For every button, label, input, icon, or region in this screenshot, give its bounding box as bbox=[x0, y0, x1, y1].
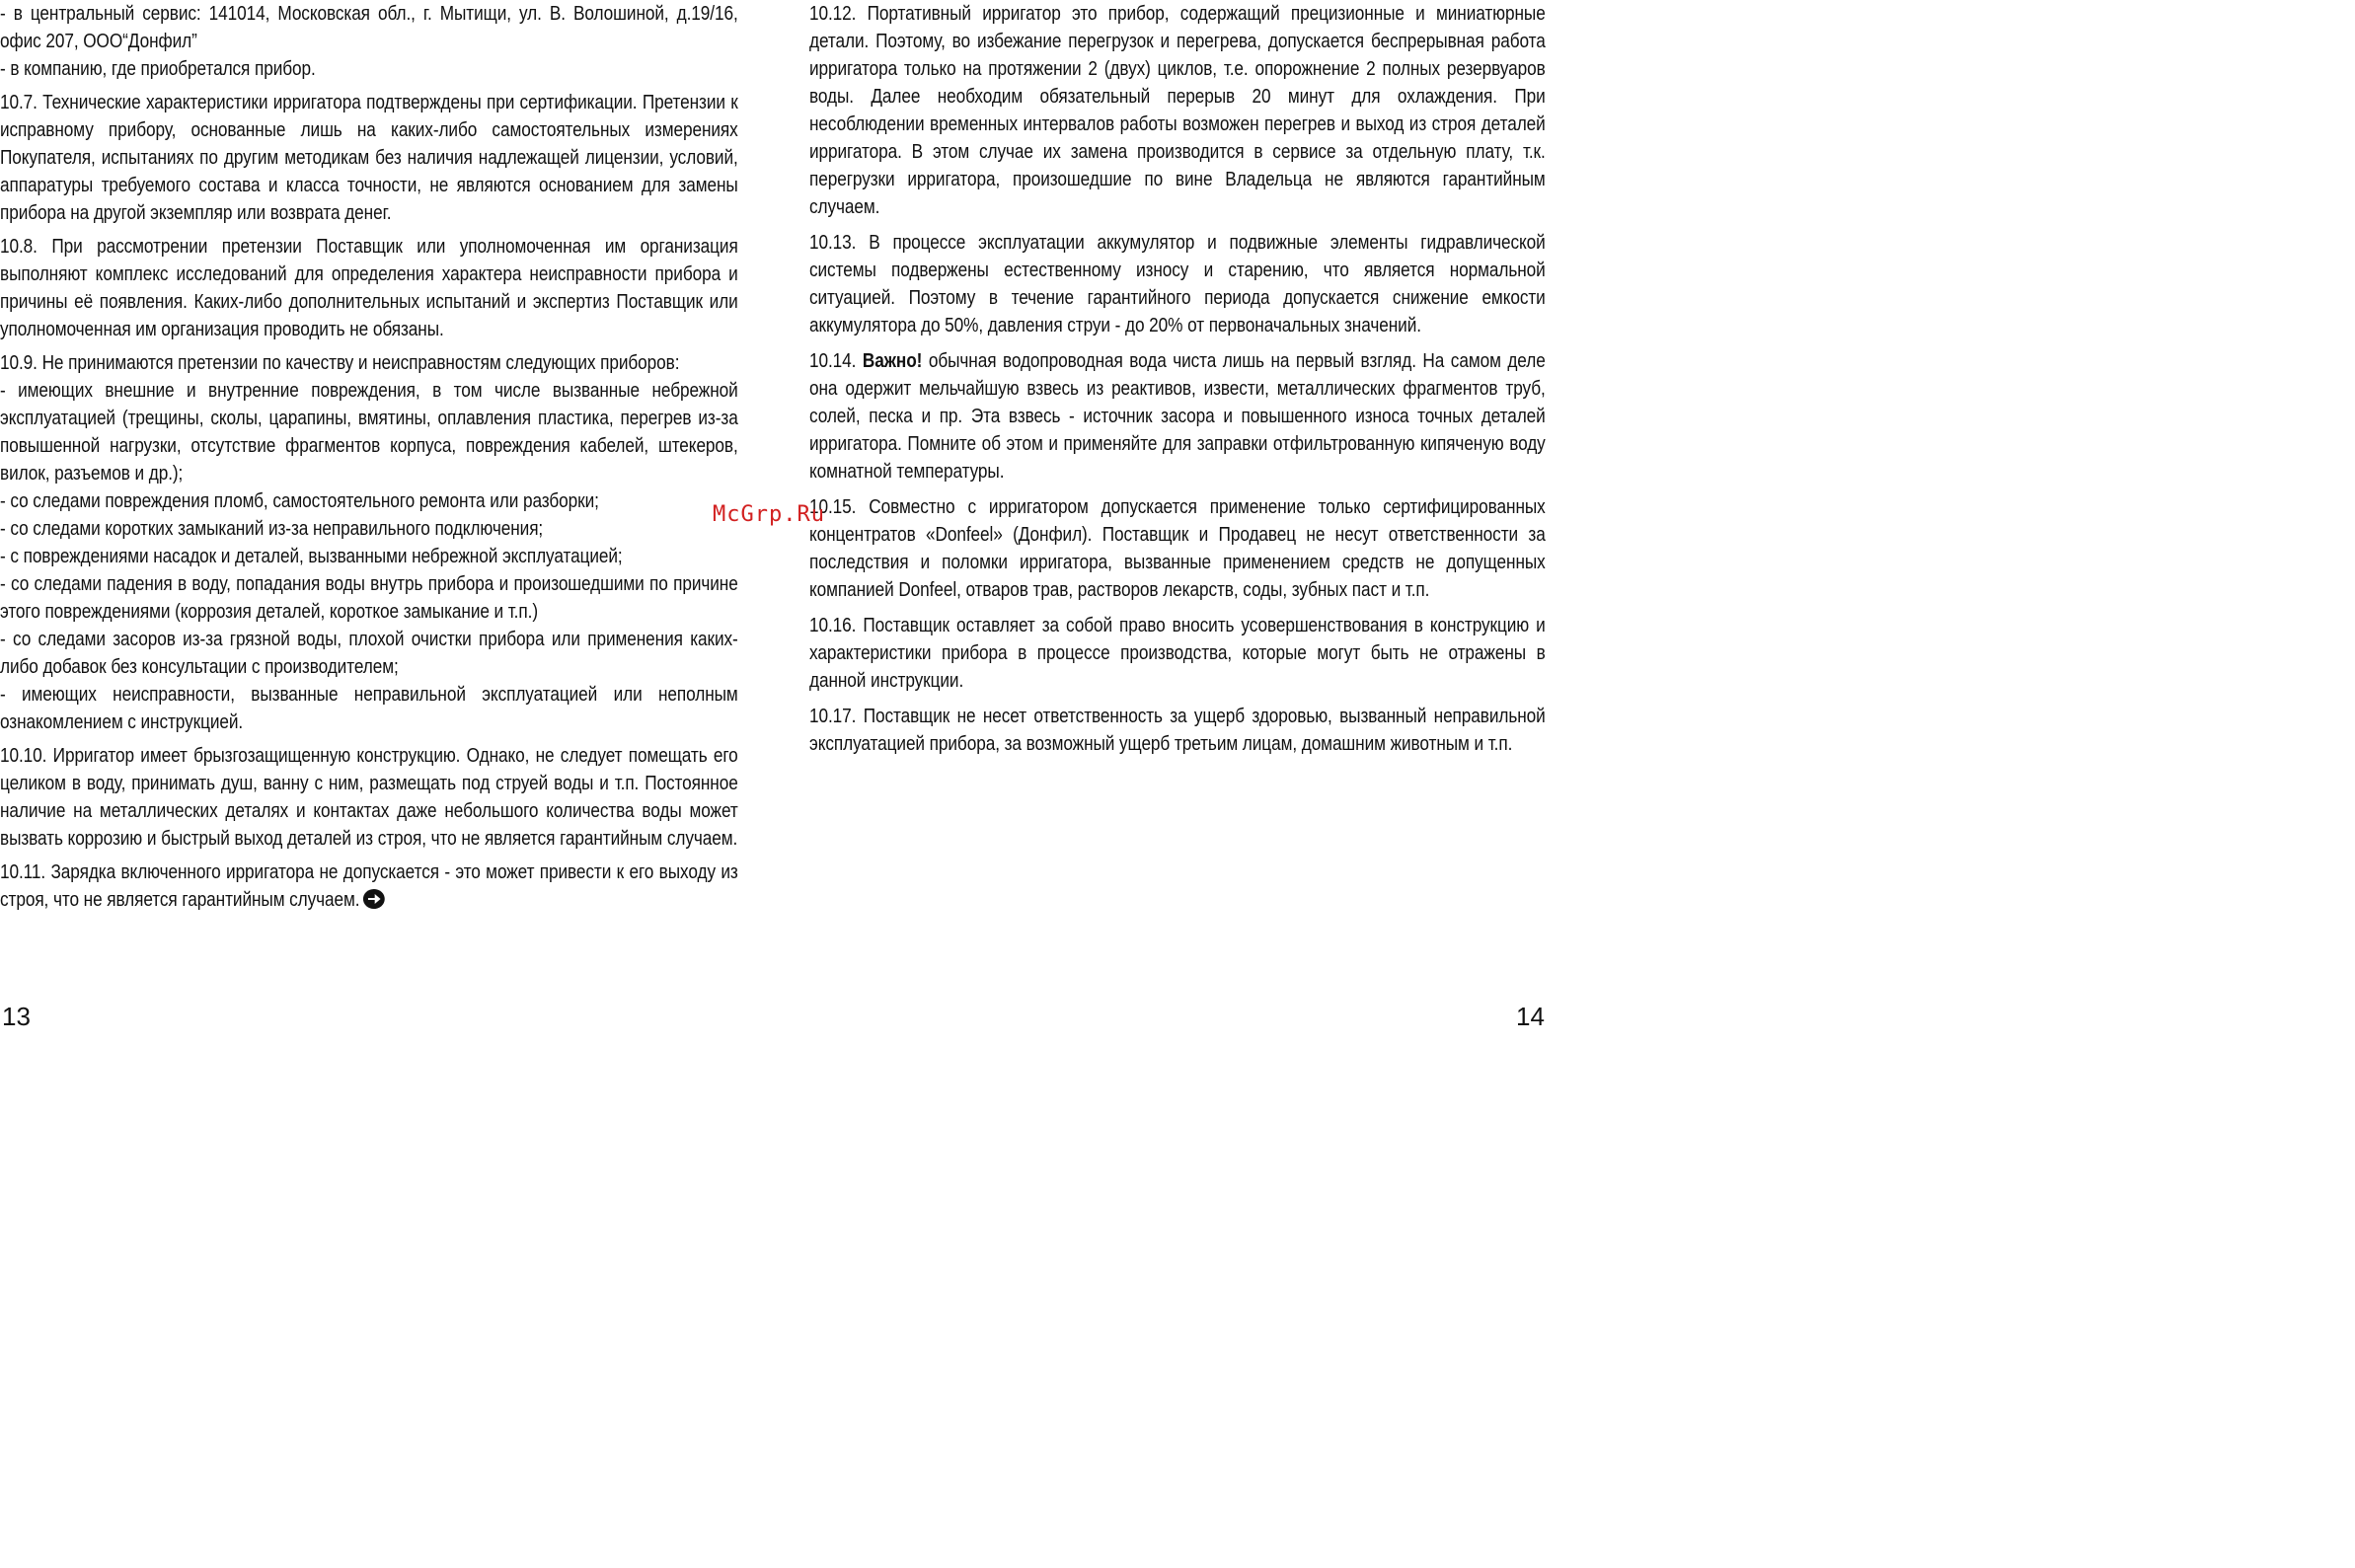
page-number-right: 14 bbox=[1516, 1002, 1545, 1031]
right-page bbox=[809, 0, 1546, 766]
list-item: - со следами коротких замыканий из-за неправильного подключения; bbox=[0, 517, 544, 540]
section-10-10: 10.10. Ирригатор имеет брызгозащищенную конструкцию. Однако, не следует помещать его целиком в воду, принимать душ, ванну с ним, размещать под струей воды и т.п. Постоянное наличие на металлических деталях и контактах даже небольшого количества воды может вызвать коррозию и быстрый выход деталей из строя, что не является гарантийным случаем. bbox=[0, 744, 738, 850]
list-item: - с повреждениями насадок и деталей, вызванными небрежной эксплуатацией; bbox=[0, 545, 623, 567]
list-item: - со следами повреждения пломб, самостоятельного ремонта или разборки; bbox=[0, 489, 599, 512]
section-10-17: 10.17. Поставщик не несет ответственность за ущерб здоровью, вызванный неправильной эксплуатацией прибора, за возможный ущерб третьим лицам, домашним животным и т.п. bbox=[809, 705, 1546, 755]
watermark: McGrp.Ru bbox=[713, 502, 825, 527]
section-10-15: 10.15. Совместно с ирригатором допускается применение только сертифицированных концентратов «Donfeel» (Донфил). Поставщик и Продавец не несут ответственности за последствия и поломки ирригатора, вызванные применением средств не допущенных компанией Donfeel, отваров трав, растворов лекарств, соды, зубных паст и т.п. bbox=[809, 495, 1546, 601]
section-10-9: 10.9. Не принимаются претензии по качеству и неисправностям следующих приборов: bbox=[0, 351, 680, 374]
company-paragraph: - в компанию, где приобретался прибор. bbox=[0, 57, 316, 80]
list-item: - со следами засоров из-за грязной воды, плохой очистки прибора или применения каких-либо добавок без консультации с производителем; bbox=[0, 628, 738, 678]
section-10-14 bbox=[809, 347, 1546, 485]
section-10-12: 10.12. Портативный ирригатор это прибор, содержащий прецизионные и миниатюрные детали. Поэтому, во избежание перегрузок и перегрева, допускается беспрерывная работа ирригатора только на протяжении 2 (двух) циклов, т.е. опорожнение 2 полных резервуаров воды. Далее необходим обязательный перерыв 20 минут для охлаждения. При несоблюдении временных интервалов работы возможен перегрев и выход из строя деталей ирригатора. В этом случае их замена производится в сервисе за отдельную плату, т.к. перегрузки ирригатора, произошедшие по вине Владельца не являются гарантийным случаем. bbox=[809, 2, 1546, 218]
section-10-14-number: 10.14. bbox=[809, 349, 857, 372]
page-number-left: 13 bbox=[2, 1002, 31, 1031]
section-10-11 bbox=[0, 859, 738, 914]
address-paragraph: - в центральный сервис: 141014, Московская обл., г. Мытищи, ул. В. Волошиной, д.19/16, офис 207, ООО“Донфил” bbox=[0, 2, 738, 52]
list-item: - имеющих неисправности, вызванные неправильной эксплуатацией или неполным ознакомлением с инструкцией. bbox=[0, 683, 738, 733]
section-10-8: 10.8. При рассмотрении претензии Поставщик или уполномоченная им организация выполняют комплекс исследований для определения характера неисправности прибора и причины её появления. Каких-либо дополнительных испытаний и экспертиз Поставщик или уполномоченная им организация проводить не обязаны. bbox=[0, 235, 738, 340]
list-item: - со следами падения в воду, попадания воды внутрь прибора и произошедшими по причине этого повреждениями (коррозия деталей, короткое замыкание и т.п.) bbox=[0, 572, 738, 623]
section-10-11-text: 10.11. Зарядка включенного ирригатора не допускается - это может привести к его выходу из строя, что не является гарантийным случаем. bbox=[0, 860, 738, 911]
section-10-7: 10.7. Технические характеристики ирригатора подтверждены при сертификации. Претензии к исправному прибору, основанные лишь на каких-либо самостоятельных измерениях Покупателя, испытаниях по другим методикам без наличия надлежащей лицензии, условий, аппаратуры требуемого состава и класса точности, не являются основанием для замены прибора на другой экземпляр или возврата денег. bbox=[0, 91, 738, 224]
section-10-16: 10.16. Поставщик оставляет за собой право вносить усовершенствования в конструкцию и характеристики прибора в процессе производства, которые могут быть не отражены в данной инструкции. bbox=[809, 614, 1546, 692]
list-item: - имеющих внешние и внутренние повреждения, в том числе вызванные небрежной эксплуатацией (трещины, сколы, царапины, вмятины, оплавления пластика, перегрев из-за повышенной нагрузки, отсутствие фрагментов корпуса, повреждения кабелей, штекеров, вилок, разъемов и др.); bbox=[0, 379, 738, 485]
left-page bbox=[0, 0, 738, 920]
arrow-right-circle-icon bbox=[363, 889, 385, 909]
section-10-14-text: обычная водопроводная вода чиста лишь на первый взгляд. На самом деле она одержит мельчайшую взвесь из реактивов, извести, металлических фрагментов труб, солей, песка и пр. Эта взвесь - источник засора и повышенного износа точных деталей ирригатора. Помните об этом и применяйте для заправки отфильтрованную кипяченую воду комнатной температуры. bbox=[809, 349, 1546, 483]
section-10-13: 10.13. В процессе эксплуатации аккумулятор и подвижные элементы гидравлической системы подвержены естественному износу и старению, что является нормальной ситуацией. Поэтому в течение гарантийного периода допускается снижение емкости аккумулятора до 50%, давления струи - до 20% от первоначальных значений. bbox=[809, 231, 1546, 336]
important-label: Важно! bbox=[862, 349, 923, 372]
